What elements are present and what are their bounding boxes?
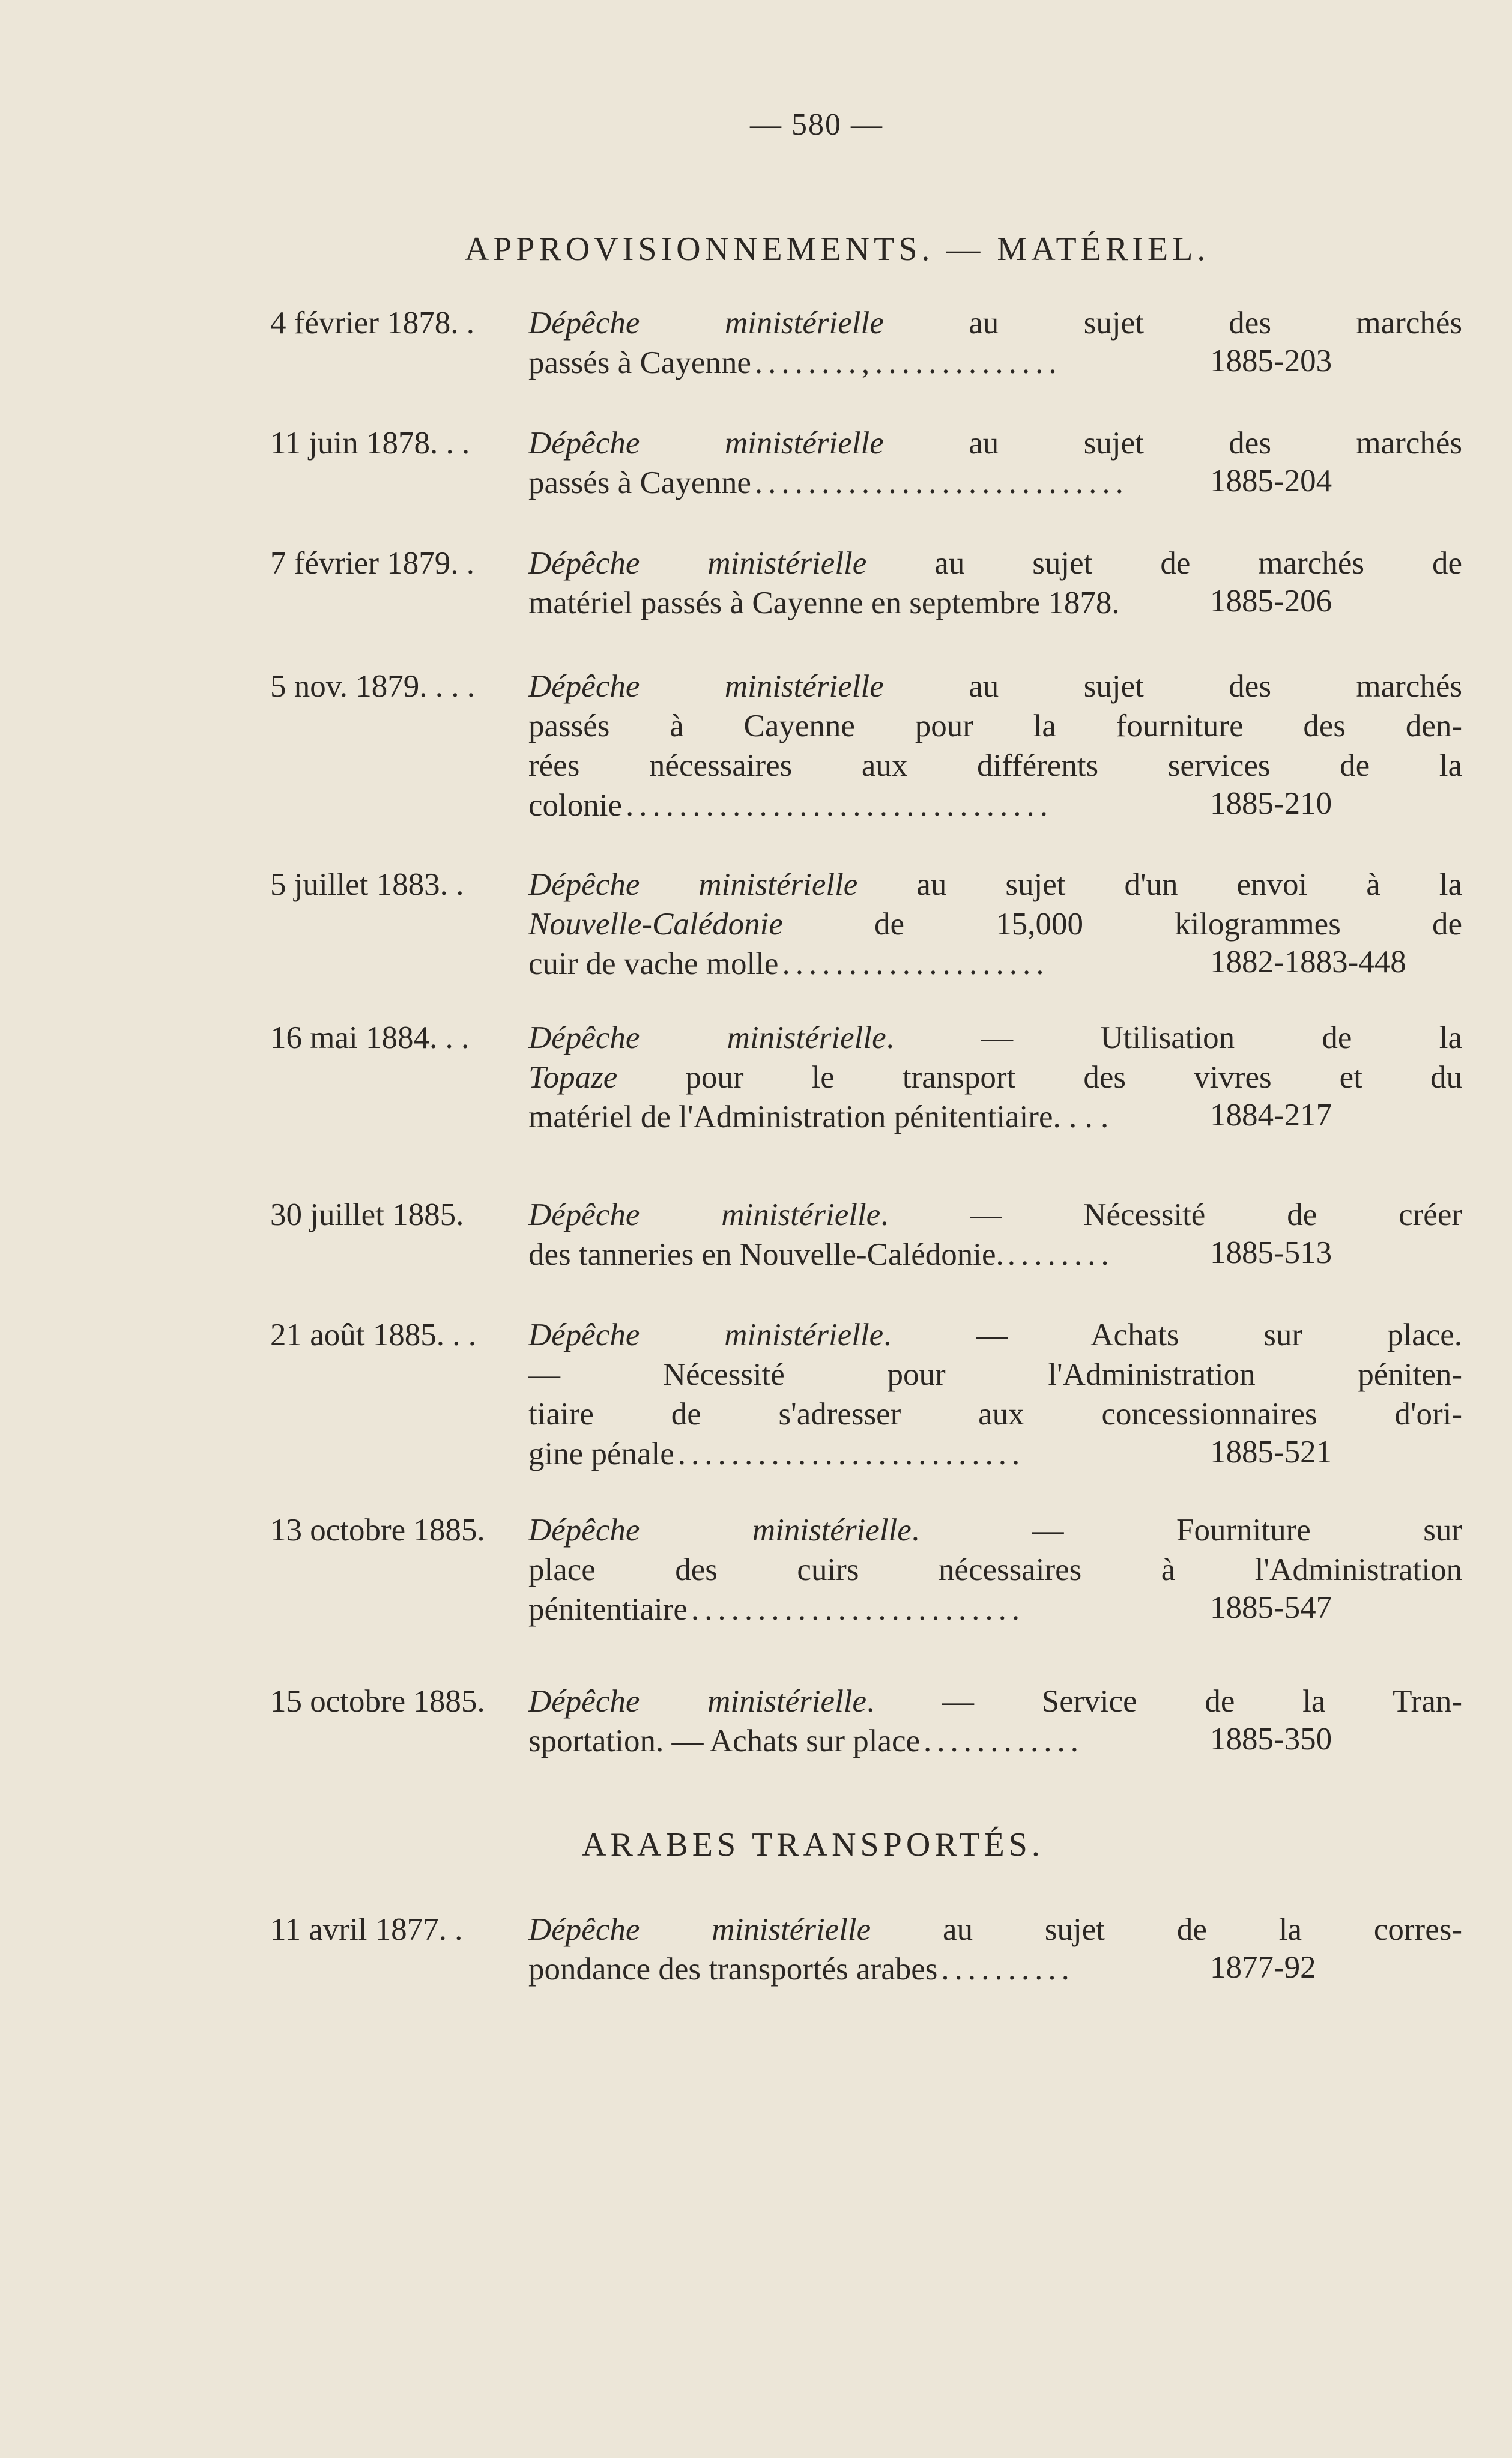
description-line: — Nécessité pour l'Administration péniten- [528,1357,1462,1392]
description-line: tiaire de s'adresser aux concessionnaires d'ori- [528,1397,1462,1432]
description-line: pénitentiaire [528,1592,688,1627]
description-line: Dépêche ministérielle au sujet des marchés [528,306,1462,341]
description-last-line [528,1949,1462,1989]
description-line: rées nécessaires aux différents services de la [528,748,1462,783]
entry-date: 4 février 1878. . [270,306,474,341]
dot-leader: ........ [1007,1237,1114,1272]
entry-reference: 1884-217 [1210,1098,1332,1133]
entry-date: 21 août 1885. . . [270,1318,476,1352]
dot-leader: .......... [941,1952,1075,1987]
entry-date: 5 nov. 1879. . . . [270,669,476,704]
description-line: Dépêche ministérielle au sujet des marchés [528,669,1462,704]
description-line: Nouvelle-Calédonie de 15,000 kilogrammes de [528,907,1462,942]
description-line: passés à Cayenne [528,465,751,500]
dot-leader: ................................ [626,788,1053,823]
entry-reference: 1877-92 [1210,1950,1316,1985]
entry-date: 15 octobre 1885. [270,1684,485,1719]
entry-date: 5 juillet 1883. . [270,867,464,902]
description-line: Dépêche ministérielle au sujet de la corres- [528,1912,1462,1947]
dot-leader: ............................ [754,465,1129,500]
entry-description [528,1910,1465,1989]
entry-reference: 1885-547 [1210,1590,1332,1625]
description-line: Dépêche ministérielle. — Service de la Tran- [528,1684,1462,1719]
dot-leader: ......................... [691,1592,1026,1627]
entry-date: 7 février 1879. . [270,546,474,581]
description-line: matériel de l'Administration pénitentiaire. . . . [528,1100,1109,1134]
description-line: Dépêche ministérielle au sujet de marchés de [528,546,1462,581]
description-line: pondance des transportés arabes [528,1952,938,1987]
description-line: cuir de vache molle [528,946,779,981]
description-line: passés à Cayenne [528,345,751,380]
description-line: matériel passés à Cayenne en septembre 1878. [528,586,1120,620]
dot-leader: ............ [924,1724,1084,1758]
section-title-arabes-transportes: ARABES TRANSPORTÉS. [582,1826,1044,1863]
description-line: colonie [528,788,622,823]
description-line: Dépêche ministérielle. — Utilisation de la [528,1020,1462,1055]
description-line: Dépêche ministérielle. — Achats sur place. [528,1318,1462,1352]
description-line: Topaze pour le transport des vivres et du [528,1060,1462,1095]
entry-reference: 1885-513 [1210,1235,1332,1270]
entry-date: 13 octobre 1885. [270,1513,485,1548]
entry-reference: 1885-204 [1210,464,1332,498]
dot-leader: .......................... [677,1436,1026,1471]
entry-date: 30 juillet 1885. [270,1197,464,1232]
entry-reference: 1885-206 [1210,584,1332,619]
entry-date: 11 juin 1878. . . [270,426,470,461]
description-line: Dépêche ministérielle. — Nécessité de créer [528,1197,1462,1232]
entry-date: 16 mai 1884. . . [270,1020,470,1055]
entry-reference: 1885-203 [1210,344,1332,378]
description-line: des tanneries en Nouvelle-Calédonie. [528,1237,1004,1272]
description-line: sportation. — Achats sur place [528,1724,921,1758]
entry-reference: 1885-350 [1210,1722,1332,1757]
entry-reference: 1882-1883-448 [1210,945,1406,979]
description-line: Dépêche ministérielle au sujet des marchés [528,426,1462,461]
page-number: — 580 — [750,107,883,142]
description-line: passés à Cayenne pour la fourniture des den- [528,709,1462,743]
description-line: Dépêche ministérielle. — Fourniture sur [528,1513,1462,1548]
entry-reference: 1885-521 [1210,1435,1332,1470]
section-title-approvisionnements: APPROVISIONNEMENTS. — MATÉRIEL. [464,231,1210,268]
description-line: place des cuirs nécessaires à l'Administration [528,1552,1462,1587]
entry-reference: 1885-210 [1210,786,1332,821]
description-line: Dépêche ministérielle au sujet d'un envoi à la [528,867,1462,902]
description-line: gine pénale [528,1436,674,1471]
dot-leader: .................... [782,946,1050,981]
entry-date: 11 avril 1877. . [270,1912,463,1947]
dot-leader: ........,.............. [754,345,1062,380]
